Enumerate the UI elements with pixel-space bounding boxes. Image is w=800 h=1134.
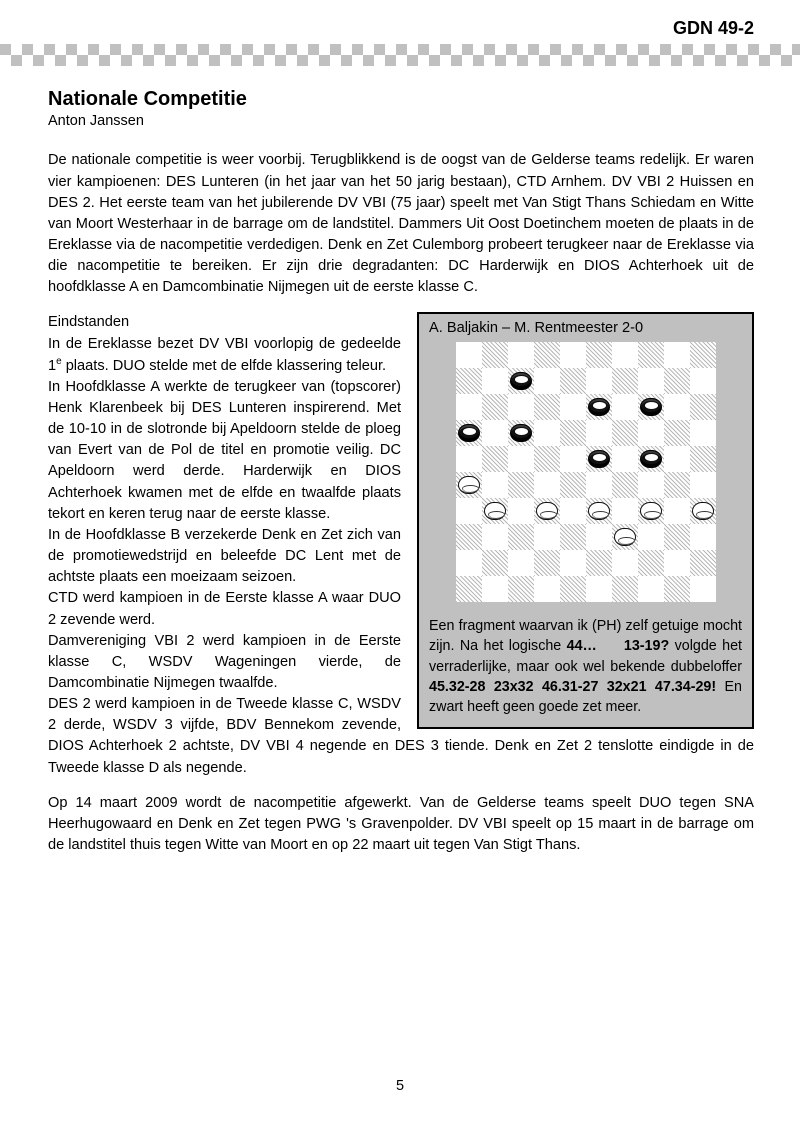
white-piece — [458, 476, 480, 494]
standings-part3: In de Hoofdklasse B verzekerde Denk en Zet zich van de promotiewedstrijd en beleefde DC Lent met de achtste plaats een moeizaam seizoen. — [48, 526, 401, 586]
page-header — [0, 0, 800, 70]
closing-paragraph: Op 14 maart 2009 wordt de nacompetitie afgewerkt. Van de Gelderse teams speelt DUO tegen SNA Heerhugowaard en Denk en Zet tegen PWG 's Gravenpolder. DV VBI speelt op 15 maart in de barrage om de landstitel thuis tegen Witte van Moort en op 22 maart uit tegen Van Stigt Thans. — [48, 794, 754, 854]
board-square — [482, 394, 508, 420]
board-square — [534, 446, 560, 472]
board-square — [664, 342, 690, 368]
board-square — [534, 368, 560, 394]
caption-text-1: Een fragment waarvan ik (PH) zelf getuige mocht zijn. Na het logische — [429, 617, 742, 655]
board-square — [482, 472, 508, 498]
board-square — [456, 576, 482, 602]
article-body — [48, 88, 754, 856]
board-square — [612, 368, 638, 394]
board-square — [534, 550, 560, 576]
board-square — [664, 368, 690, 394]
board-square — [638, 342, 664, 368]
board-square — [560, 368, 586, 394]
board-square — [612, 550, 638, 576]
board-square — [560, 550, 586, 576]
standings-part1-b: plaats. DUO stelde met de elfde klassering teleur. — [61, 357, 387, 374]
board-square — [534, 524, 560, 550]
diagram-caption — [419, 610, 752, 727]
board-square — [456, 550, 482, 576]
standings-part2: In Hoofdklasse A werkte de terugkeer van (topscorer) Henk Klarenbeek bij DES Lunteren inspirerend. Met de 10-10 in de slotronde bij Apeldoorn stelde de ploeg van Evert van de Pol de titel en promotie veilig. DC Apeldoorn werd derde. Harderwijk en DIOS Achterhoek kwamen met de elfde en twaalfde plaats tekort en keren terug naar de eerste klasse. — [48, 378, 401, 522]
board-square — [586, 446, 612, 472]
board-square — [638, 472, 664, 498]
board-square — [560, 446, 586, 472]
board-square — [482, 576, 508, 602]
board-square — [664, 472, 690, 498]
board-square — [586, 472, 612, 498]
board-square — [612, 420, 638, 446]
board-square — [534, 394, 560, 420]
board-square — [560, 498, 586, 524]
white-piece — [692, 502, 714, 520]
board-container — [419, 342, 752, 610]
board-square — [664, 446, 690, 472]
board-square — [456, 472, 482, 498]
board-square — [612, 524, 638, 550]
white-piece — [614, 528, 636, 546]
black-piece — [588, 450, 610, 468]
white-piece — [536, 502, 558, 520]
board-square — [664, 394, 690, 420]
caption-move-2: 45.32-28 23x32 46.31-27 32x21 47.34-29! — [429, 678, 717, 695]
page-title: Nationale Competitie — [48, 88, 247, 110]
board-square — [534, 498, 560, 524]
board-square — [638, 420, 664, 446]
board-square — [456, 342, 482, 368]
board-square — [586, 368, 612, 394]
board-square — [560, 342, 586, 368]
board-square — [586, 342, 612, 368]
standings-part4: CTD werd kampioen in de Eerste klasse A waar DUO 2 zevende werd. — [48, 590, 401, 628]
board-square — [482, 342, 508, 368]
board-square — [534, 420, 560, 446]
checkered-divider — [0, 44, 800, 66]
board-square — [638, 576, 664, 602]
board-square — [638, 446, 664, 472]
board-square — [456, 420, 482, 446]
board-square — [690, 576, 716, 602]
board-square — [508, 576, 534, 602]
caption-text-2: volgde het verraderlijke, maar ook wel bekende dubbeloffer — [429, 638, 743, 675]
board-square — [508, 420, 534, 446]
black-piece — [510, 424, 532, 442]
standings-part1-a: In de Ereklasse bezet DV VBI voorlopig de gedeelde 1 — [48, 335, 401, 374]
board-square — [482, 420, 508, 446]
intro-paragraph: De nationale competitie is weer voorbij. Terugblikkend is de oogst van de Gelderse teams redelijk. Er waren vier kampioenen: DES Lunteren (in het jaar van het 50 jarig bestaan), CTD Arnhem. DV VBI 2 Huissen en DES 2. Het eerste team van het jubilerende DV VBI (75 jaar) speelt met Van Stigt Thans Schiedam en Witte van Moort Westerhaar in de barrage om de landstitel. Dammers Uit Oost Doetinchem moeten de plaats in de Ereklasse via de nacompetitie verdedigen. Denk en Zet Culemborg probeert terugkeer naar de Ereklasse via die nacompetitie te bereiken. Er zijn drie degradanten: DC Harderwijk en DIOS Achterhoek uit de hoofdklasse A en Damcombinatie Nijmegen uit de eerste klasse C. — [48, 152, 754, 296]
board-square — [612, 498, 638, 524]
board-square — [586, 524, 612, 550]
board-square — [534, 472, 560, 498]
caption-text-3: En zwart heeft geen goede zet meer. — [429, 678, 742, 716]
standings-part5: Damvereniging VBI 2 werd kampioen in de Eerste klasse C, WSDV Wageningen vierde, de Damcombinatie Nijmegen twaalfde. — [48, 632, 401, 691]
board-square — [560, 420, 586, 446]
checker-row-bottom — [0, 55, 800, 66]
board-square — [638, 394, 664, 420]
board-square — [690, 446, 716, 472]
board-square — [560, 394, 586, 420]
board-square — [456, 498, 482, 524]
standings-part6: DES 2 werd kampioen in de Tweede klasse C, WSDV 2 derde, WSDV 3 vijfde, BDV Bennekom zevende, DIOS Achterhoek 2 achtste, DV VBI 4 negende en DES 3 tiende. Denk en Zet 2 tenslotte eindigde in de Tweede klasse D als negende. — [48, 696, 754, 776]
board-square — [612, 576, 638, 602]
board-square — [664, 524, 690, 550]
board-square — [638, 524, 664, 550]
board-square — [586, 420, 612, 446]
board-square — [508, 550, 534, 576]
board-square — [690, 472, 716, 498]
board-square — [482, 446, 508, 472]
board-square — [482, 524, 508, 550]
black-piece — [640, 398, 662, 416]
board-square — [612, 394, 638, 420]
board-square — [456, 446, 482, 472]
white-piece — [640, 502, 662, 520]
board-square — [508, 394, 534, 420]
black-piece — [458, 424, 480, 442]
board-square — [664, 498, 690, 524]
white-piece — [588, 502, 610, 520]
board-square — [690, 368, 716, 394]
board-square — [482, 550, 508, 576]
draughts-board — [456, 342, 716, 602]
board-square — [690, 394, 716, 420]
board-square — [690, 498, 716, 524]
white-piece — [484, 502, 506, 520]
board-square — [508, 446, 534, 472]
ordinal-superscript: e — [56, 355, 62, 367]
board-square — [586, 394, 612, 420]
board-square — [690, 550, 716, 576]
board-square — [638, 550, 664, 576]
black-piece — [640, 450, 662, 468]
board-square — [664, 550, 690, 576]
board-square — [690, 524, 716, 550]
board-square — [508, 368, 534, 394]
board-square — [456, 394, 482, 420]
board-square — [508, 524, 534, 550]
diagram-header: A. Baljakin – M. Rentmeester 2-0 — [429, 320, 644, 337]
board-square — [508, 472, 534, 498]
black-piece — [588, 398, 610, 416]
board-square — [560, 472, 586, 498]
board-square — [560, 524, 586, 550]
board-square — [586, 498, 612, 524]
board-square — [456, 368, 482, 394]
standings-heading: Eindstanden — [48, 314, 130, 331]
board-square — [690, 342, 716, 368]
board-square — [534, 576, 560, 602]
board-square — [638, 498, 664, 524]
board-square — [508, 498, 534, 524]
black-piece — [510, 372, 532, 390]
board-square — [456, 524, 482, 550]
board-square — [638, 368, 664, 394]
board-square — [664, 420, 690, 446]
caption-move-1: 44… 13-19? — [566, 638, 670, 655]
board-square — [482, 498, 508, 524]
board-square — [690, 420, 716, 446]
board-square — [586, 550, 612, 576]
board-square — [482, 368, 508, 394]
board-square — [560, 576, 586, 602]
page-number: 5 — [395, 1078, 405, 1094]
board-square — [534, 342, 560, 368]
author-byline: Anton Janssen — [48, 113, 144, 129]
issue-label: GDN 49-2 — [672, 18, 754, 38]
board-square — [612, 472, 638, 498]
board-square — [612, 446, 638, 472]
board-square — [664, 576, 690, 602]
board-square — [612, 342, 638, 368]
board-square — [586, 576, 612, 602]
board-square — [508, 342, 534, 368]
checker-row-top — [0, 44, 800, 55]
diagram-box — [417, 312, 754, 729]
